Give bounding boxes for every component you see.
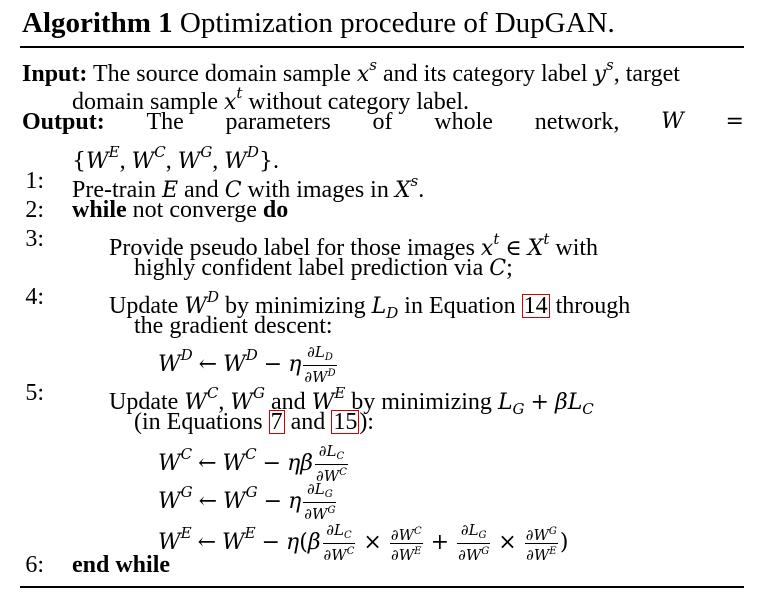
- step-2-text: [72, 195, 288, 225]
- step-1-text: Pre-train E and C with images in $X^s$.: [72, 172, 425, 203]
- output-word-4: network,: [534, 109, 620, 135]
- step-4-number: 4:: [25, 284, 44, 310]
- output-word-0: The: [146, 109, 184, 135]
- equation-update-we: $W^E$ ← $W^E - \eta(\beta$ $\frac{\partial L_C}{\partial W^C}$ × $\frac{\partial W^C}{\partial W^E}$ + $\frac{\partial L_G}{\partial W^G}$ × $\frac{\partial W^G}{\partial W^E}$ ): [158, 521, 569, 565]
- step-4-line-1: Update $W^D$ by minimizing $L_D$ in Equation 14 through: [109, 288, 631, 322]
- output-line-1: Output: The parameters of whole network, W =: [22, 109, 744, 135]
- step-5-line-2: (in Equations 7 and 15):: [134, 409, 374, 435]
- input-line-1: Input: The source domain sample $x^s$ and its category label $y^s$, target: [22, 56, 680, 87]
- input-label: Input:: [22, 61, 88, 87]
- equation-update-wc: $W^C$ ← $W^C - \eta\beta$ $\frac{\partial L_C}{\partial W^C}$: [158, 442, 347, 486]
- bottom-rule: [20, 586, 744, 588]
- keyword-end-while: end while: [72, 552, 171, 578]
- step-3-line-2: highly confident label prediction via C;: [134, 255, 513, 281]
- step-3-number: 3:: [25, 226, 44, 252]
- step-5-line-1: Update $W^C$, $W^G$ and $W^E$ by minimizing $L_G + \beta L_C$: [109, 384, 594, 418]
- keyword-do: do: [262, 197, 289, 223]
- input-line-2: domain sample $x^t$ without category label.: [72, 84, 470, 115]
- equation-ref-7[interactable]: 7: [270, 409, 283, 435]
- output-word-1: parameters: [225, 109, 331, 135]
- step-5-number: 5:: [25, 380, 44, 406]
- output-word-3: whole: [434, 109, 493, 135]
- keyword-while: while: [72, 197, 127, 223]
- equation-ref-14[interactable]: 14: [523, 293, 548, 319]
- equation-ref-15[interactable]: 15: [333, 409, 358, 435]
- equation-update-wg: $W^G$ ← $W^G - \eta$ $\frac{\partial L_G}{\partial W^G}$: [158, 480, 336, 524]
- equation-update-wd: $W^D$ ← $W^D - \eta$ $\frac{\partial L_D}{\partial W^D}$: [158, 343, 336, 387]
- step-2-number: 2:: [25, 197, 44, 223]
- algorithm-caption: Optimization procedure of DupGAN.: [179, 7, 615, 39]
- step-2-condition: not converge: [132, 197, 257, 223]
- output-word-2: of: [372, 109, 393, 135]
- output-label: Output:: [22, 109, 105, 135]
- algorithm-label: Algorithm 1: [22, 7, 173, 39]
- top-rule: [20, 46, 744, 48]
- step-6-number: 6:: [25, 552, 44, 578]
- step-1-number: 1:: [25, 168, 44, 194]
- algorithm-title: [22, 3, 615, 43]
- step-3-line-1: Provide pseudo label for those images $x^t$ ∈ $X^t$ with: [109, 230, 599, 261]
- step-4-line-2: the gradient descent:: [134, 313, 333, 339]
- output-line-2: {$W^E$, $W^C$, $W^G$, $W^D$}.: [72, 143, 279, 174]
